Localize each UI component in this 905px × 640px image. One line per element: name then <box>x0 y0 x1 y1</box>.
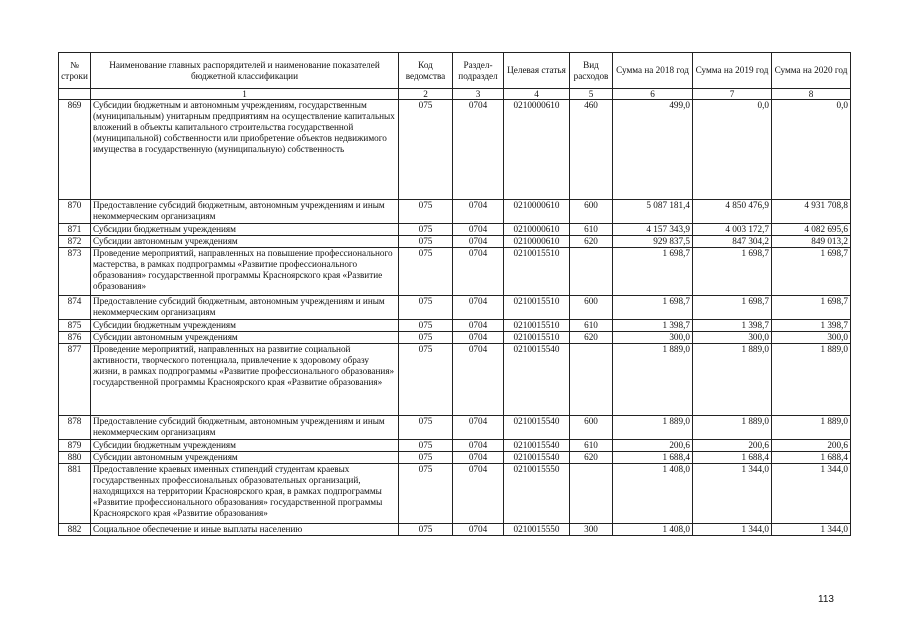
table-row <box>59 332 851 344</box>
target-article-cell: 0210015510 <box>504 332 570 344</box>
name-cell: Субсидии бюджетным учреждениям <box>91 440 399 452</box>
header-expense-type: Вид расходов <box>570 53 613 89</box>
section-cell: 0704 <box>453 236 504 248</box>
section-cell: 0704 <box>453 100 504 200</box>
section-cell: 0704 <box>453 332 504 344</box>
name-cell: Предоставление субсидий бюджетным, автономным учреждениям и иным некоммерческим организациям <box>91 296 399 320</box>
table-row <box>59 464 851 524</box>
department-code-cell: 075 <box>399 524 453 536</box>
sum-2020-cell: 4 931 708,8 <box>772 200 851 224</box>
sum-2019-cell: 4 850 476,9 <box>693 200 772 224</box>
target-article-cell: 0210000610 <box>504 224 570 236</box>
sum-2019-cell: 847 304,2 <box>693 236 772 248</box>
column-number-cell <box>59 89 91 100</box>
expense-type-cell: 600 <box>570 200 613 224</box>
page-number: 113 <box>818 594 834 605</box>
name-cell: Субсидии бюджетным учреждениям <box>91 320 399 332</box>
target-article-cell: 0210015510 <box>504 248 570 296</box>
name-cell: Предоставление субсидий бюджетным, автономным учреждениям и иным некоммерческим организациям <box>91 416 399 440</box>
department-code-cell: 075 <box>399 320 453 332</box>
sum-2020-cell: 1 344,0 <box>772 464 851 524</box>
row-number-cell: 874 <box>59 296 91 320</box>
sum-2020-cell: 1 698,7 <box>772 248 851 296</box>
expense-type-cell: 610 <box>570 320 613 332</box>
column-number-cell: 4 <box>504 89 570 100</box>
name-cell: Субсидии автономным учреждениям <box>91 332 399 344</box>
sum-2018-cell: 1 398,7 <box>613 320 693 332</box>
name-cell: Предоставление краевых именных стипендий студентам краевых государственных профессиональных образовательных организаций, находящихся на территории Красноярского края, в рамках подпрограммы «Развитие профессионального образования» государственной программы Красноярского края «Развитие образования» <box>91 464 399 524</box>
sum-2018-cell: 5 087 181,4 <box>613 200 693 224</box>
expense-type-cell <box>570 344 613 416</box>
target-article-cell: 0210000610 <box>504 200 570 224</box>
table-row <box>59 236 851 248</box>
sum-2019-cell: 1 344,0 <box>693 524 772 536</box>
header-row-number: № строки <box>59 53 91 89</box>
table-row <box>59 296 851 320</box>
department-code-cell: 075 <box>399 200 453 224</box>
row-number-cell: 881 <box>59 464 91 524</box>
expense-type-cell: 460 <box>570 100 613 200</box>
sum-2019-cell: 200,6 <box>693 440 772 452</box>
section-cell: 0704 <box>453 296 504 320</box>
header-name: Наименование главных распорядителей и наименование показателей бюджетной классификации <box>91 53 399 89</box>
column-number-cell: 3 <box>453 89 504 100</box>
row-number-cell: 876 <box>59 332 91 344</box>
sum-2020-cell: 849 013,2 <box>772 236 851 248</box>
header-department-code: Код ведомства <box>399 53 453 89</box>
department-code-cell: 075 <box>399 464 453 524</box>
expense-type-cell: 600 <box>570 416 613 440</box>
column-number-cell: 1 <box>91 89 399 100</box>
sum-2018-cell: 1 889,0 <box>613 344 693 416</box>
column-number-cell: 7 <box>693 89 772 100</box>
sum-2020-cell: 4 082 695,6 <box>772 224 851 236</box>
target-article-cell: 0210015550 <box>504 524 570 536</box>
expense-type-cell: 600 <box>570 296 613 320</box>
sum-2018-cell: 1 408,0 <box>613 464 693 524</box>
row-number-cell: 869 <box>59 100 91 200</box>
table-row <box>59 100 851 200</box>
sum-2019-cell: 300,0 <box>693 332 772 344</box>
header-sum-2018: Сумма на 2018 год <box>613 53 693 89</box>
sum-2018-cell: 1 408,0 <box>613 524 693 536</box>
name-cell: Субсидии бюджетным учреждениям <box>91 224 399 236</box>
sum-2018-cell: 1 688,4 <box>613 452 693 464</box>
name-cell: Субсидии автономным учреждениям <box>91 452 399 464</box>
header-target-article: Целевая статья <box>504 53 570 89</box>
sum-2018-cell: 499,0 <box>613 100 693 200</box>
section-cell: 0704 <box>453 224 504 236</box>
expense-type-cell: 620 <box>570 452 613 464</box>
section-cell: 0704 <box>453 320 504 332</box>
expense-type-cell: 620 <box>570 236 613 248</box>
name-cell: Предоставление субсидий бюджетным, автономным учреждениям и иным некоммерческим организациям <box>91 200 399 224</box>
table-row <box>59 452 851 464</box>
expense-type-cell: 300 <box>570 524 613 536</box>
budget-table <box>58 52 851 536</box>
expense-type-cell: 610 <box>570 224 613 236</box>
sum-2019-cell: 1 889,0 <box>693 416 772 440</box>
row-number-cell: 875 <box>59 320 91 332</box>
column-number-cell: 8 <box>772 89 851 100</box>
target-article-cell: 0210015510 <box>504 296 570 320</box>
row-number-cell: 871 <box>59 224 91 236</box>
table-header-row <box>59 53 851 89</box>
section-cell: 0704 <box>453 452 504 464</box>
table-row <box>59 248 851 296</box>
budget-table-sheet <box>58 52 850 536</box>
section-cell: 0704 <box>453 344 504 416</box>
row-number-cell: 872 <box>59 236 91 248</box>
department-code-cell: 075 <box>399 440 453 452</box>
sum-2020-cell: 0,0 <box>772 100 851 200</box>
row-number-cell: 873 <box>59 248 91 296</box>
section-cell: 0704 <box>453 416 504 440</box>
row-number-cell: 882 <box>59 524 91 536</box>
sum-2019-cell: 4 003 172,7 <box>693 224 772 236</box>
target-article-cell: 0210015510 <box>504 320 570 332</box>
section-cell: 0704 <box>453 248 504 296</box>
row-number-cell: 877 <box>59 344 91 416</box>
table-row <box>59 200 851 224</box>
column-number-row <box>59 89 851 100</box>
department-code-cell: 075 <box>399 332 453 344</box>
target-article-cell: 0210015540 <box>504 416 570 440</box>
sum-2020-cell: 1 698,7 <box>772 296 851 320</box>
department-code-cell: 075 <box>399 224 453 236</box>
department-code-cell: 075 <box>399 296 453 320</box>
sum-2018-cell: 1 889,0 <box>613 416 693 440</box>
target-article-cell: 0210015540 <box>504 344 570 416</box>
name-cell: Проведение мероприятий, направленных на повышение профессионального мастерства, в рамках подпрограммы «Развитие профессионального образования» государственной программы Красноярского края «Развитие образования» <box>91 248 399 296</box>
sum-2020-cell: 1 398,7 <box>772 320 851 332</box>
header-sum-2020: Сумма на 2020 год <box>772 53 851 89</box>
table-row <box>59 440 851 452</box>
sum-2019-cell: 1 889,0 <box>693 344 772 416</box>
name-cell: Социальное обеспечение и иные выплаты населению <box>91 524 399 536</box>
name-cell: Проведение мероприятий, направленных на развитие социальной активности, творческого потенциала, привлечение к здоровому образу жизни, в рамках подпрограммы «Развитие профессионального образования» государственной программы Красноярского края «Развитие образования» <box>91 344 399 416</box>
sum-2018-cell: 1 698,7 <box>613 248 693 296</box>
target-article-cell: 0210015550 <box>504 464 570 524</box>
sum-2019-cell: 1 344,0 <box>693 464 772 524</box>
department-code-cell: 075 <box>399 236 453 248</box>
expense-type-cell <box>570 464 613 524</box>
table-row <box>59 344 851 416</box>
column-number-cell: 2 <box>399 89 453 100</box>
header-sum-2019: Сумма на 2019 год <box>693 53 772 89</box>
department-code-cell: 075 <box>399 344 453 416</box>
row-number-cell: 870 <box>59 200 91 224</box>
sum-2020-cell: 200,6 <box>772 440 851 452</box>
row-number-cell: 879 <box>59 440 91 452</box>
department-code-cell: 075 <box>399 248 453 296</box>
expense-type-cell <box>570 248 613 296</box>
section-cell: 0704 <box>453 200 504 224</box>
target-article-cell: 0210015540 <box>504 452 570 464</box>
department-code-cell: 075 <box>399 100 453 200</box>
sum-2020-cell: 300,0 <box>772 332 851 344</box>
sum-2020-cell: 1 889,0 <box>772 416 851 440</box>
department-code-cell: 075 <box>399 416 453 440</box>
sum-2020-cell: 1 889,0 <box>772 344 851 416</box>
sum-2018-cell: 929 837,5 <box>613 236 693 248</box>
sum-2018-cell: 1 698,7 <box>613 296 693 320</box>
expense-type-cell: 620 <box>570 332 613 344</box>
expense-type-cell: 610 <box>570 440 613 452</box>
table-row <box>59 224 851 236</box>
sum-2020-cell: 1 688,4 <box>772 452 851 464</box>
target-article-cell: 0210000610 <box>504 236 570 248</box>
section-cell: 0704 <box>453 440 504 452</box>
header-section: Раздел-подраздел <box>453 53 504 89</box>
target-article-cell: 0210015540 <box>504 440 570 452</box>
table-row <box>59 416 851 440</box>
name-cell: Субсидии автономным учреждениям <box>91 236 399 248</box>
target-article-cell: 0210000610 <box>504 100 570 200</box>
sum-2019-cell: 1 698,7 <box>693 248 772 296</box>
sum-2018-cell: 200,6 <box>613 440 693 452</box>
department-code-cell: 075 <box>399 452 453 464</box>
column-number-cell: 5 <box>570 89 613 100</box>
sum-2019-cell: 1 398,7 <box>693 320 772 332</box>
table-row <box>59 320 851 332</box>
section-cell: 0704 <box>453 524 504 536</box>
section-cell: 0704 <box>453 464 504 524</box>
sum-2018-cell: 300,0 <box>613 332 693 344</box>
sum-2019-cell: 0,0 <box>693 100 772 200</box>
sum-2020-cell: 1 344,0 <box>772 524 851 536</box>
column-number-cell: 6 <box>613 89 693 100</box>
row-number-cell: 878 <box>59 416 91 440</box>
row-number-cell: 880 <box>59 452 91 464</box>
sum-2019-cell: 1 698,7 <box>693 296 772 320</box>
table-row <box>59 524 851 536</box>
sum-2019-cell: 1 688,4 <box>693 452 772 464</box>
name-cell: Субсидии бюджетным и автономным учреждениям, государственным (муниципальным) унитарным предприятиям на осуществление капитальных вложений в объекты капитального строительства государственной (муниципальной) собственности или приобретение объектов недвижимого имущества в государственную (муниципальную) собственность <box>91 100 399 200</box>
sum-2018-cell: 4 157 343,9 <box>613 224 693 236</box>
